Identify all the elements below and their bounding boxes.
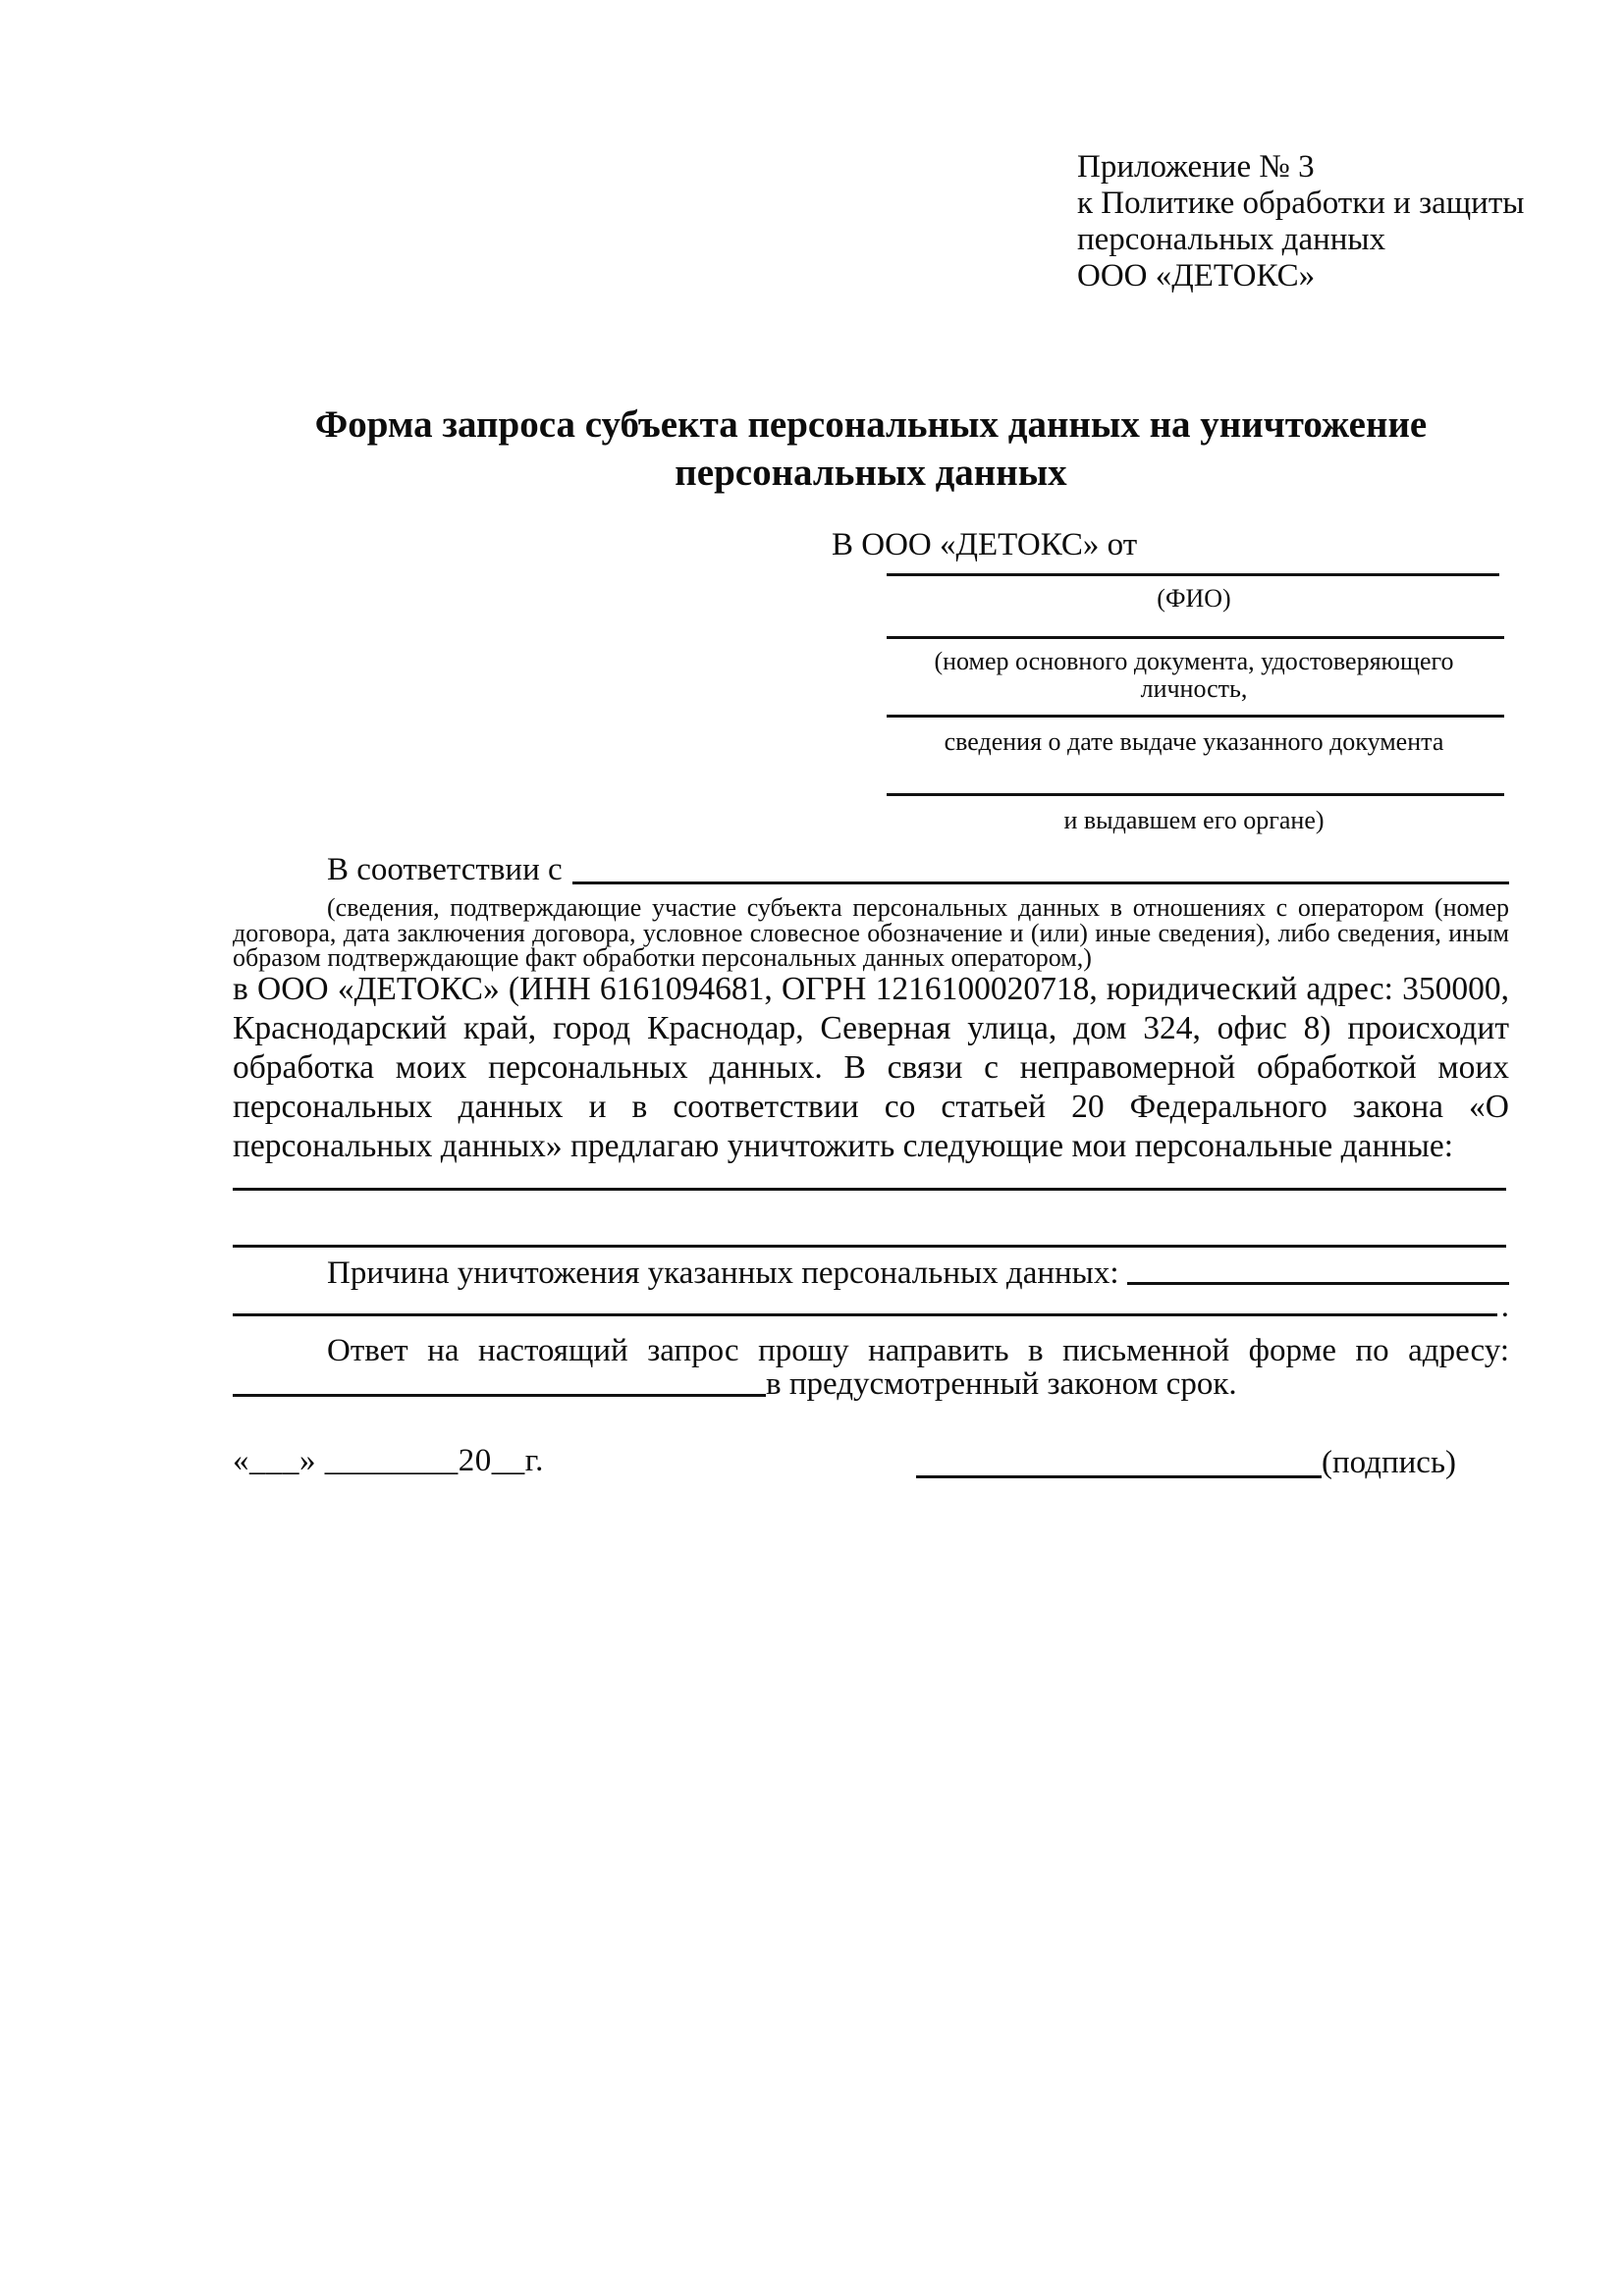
reason-overflow-line [233, 1290, 1497, 1316]
body-paragraph: в ООО «ДЕТОКС» (ИНН 6161094681, ОГРН 1216100020718, юридический адрес: 350000, Краснодарский край, город Краснодар, Северная улица, дом 324, офис 8) происходит обработка моих персональных данных. В связи с неправомерной обработкой моих персональных данных и в соответствии со статьей 20 Федерального закона «О персональных данных» предлагаю уничтожить следующие мои персональные данные: [233, 971, 1509, 1164]
signature-caption: (подпись) [1322, 1445, 1456, 1480]
reason-period: . [1500, 1289, 1509, 1324]
accordance-lead: В соответствии с [327, 852, 563, 887]
fio-field-line [887, 573, 1499, 576]
doc-number-caption: (номер основного документа, удостоверяющего личность, [934, 647, 1454, 703]
reason-field-line [1127, 1256, 1509, 1285]
form-title [233, 400, 1509, 497]
addressee-line: В ООО «ДЕТОКС» от [832, 527, 1138, 562]
appendix-line: Приложение № 3 [1077, 149, 1315, 185]
issuer-field-line [887, 793, 1504, 796]
response-paragraph: Ответ на настоящий запрос прошу направить в письменной форме по адресу: [327, 1333, 1509, 1368]
issue-date-caption: сведения о дате выдаче указанного документа [944, 727, 1444, 756]
form-title-line2: персональных данных [675, 452, 1067, 494]
date-line: «___» ________20__г. [233, 1443, 544, 1478]
response-tail: в предусмотренный законом срок. [766, 1366, 1237, 1402]
issue-date-field-line [887, 715, 1504, 718]
appendix-line: персональных данных [1077, 222, 1386, 257]
appendix-line: к Политике обработки и защиты [1077, 186, 1525, 221]
accordance-field-line [572, 852, 1509, 884]
reason-row [233, 1256, 1509, 1290]
doc-number-field-line [887, 636, 1504, 639]
reason-label: Причина уничтожения указанных персональных данных: [327, 1255, 1119, 1291]
response-address-row [233, 1366, 1509, 1402]
data-blank-line-1 [233, 1188, 1506, 1191]
appendix-line: ООО «ДЕТОКС» [1077, 258, 1316, 294]
signature-field-line [916, 1475, 1322, 1478]
reason-overflow-row [233, 1289, 1509, 1324]
issuer-caption: и выдавшем его органе) [1063, 806, 1325, 834]
appendix-block [1077, 149, 1524, 294]
data-blank-line-2 [233, 1245, 1506, 1248]
accordance-row [233, 850, 1509, 889]
form-title-line1: Форма запроса субъекта персональных данных на уничтожение [314, 403, 1428, 446]
fio-caption: (ФИО) [1157, 584, 1231, 613]
accordance-note: (сведения, подтверждающие участие субъекта персональных данных в отношениях с оператором (номер договора, дата заключения договора, условное словесное обозначение и (или) иные сведения), либо сведения, иным образом подтверждающие факт обработки персональных данных оператором,) [233, 893, 1509, 972]
address-field-line [233, 1366, 766, 1397]
